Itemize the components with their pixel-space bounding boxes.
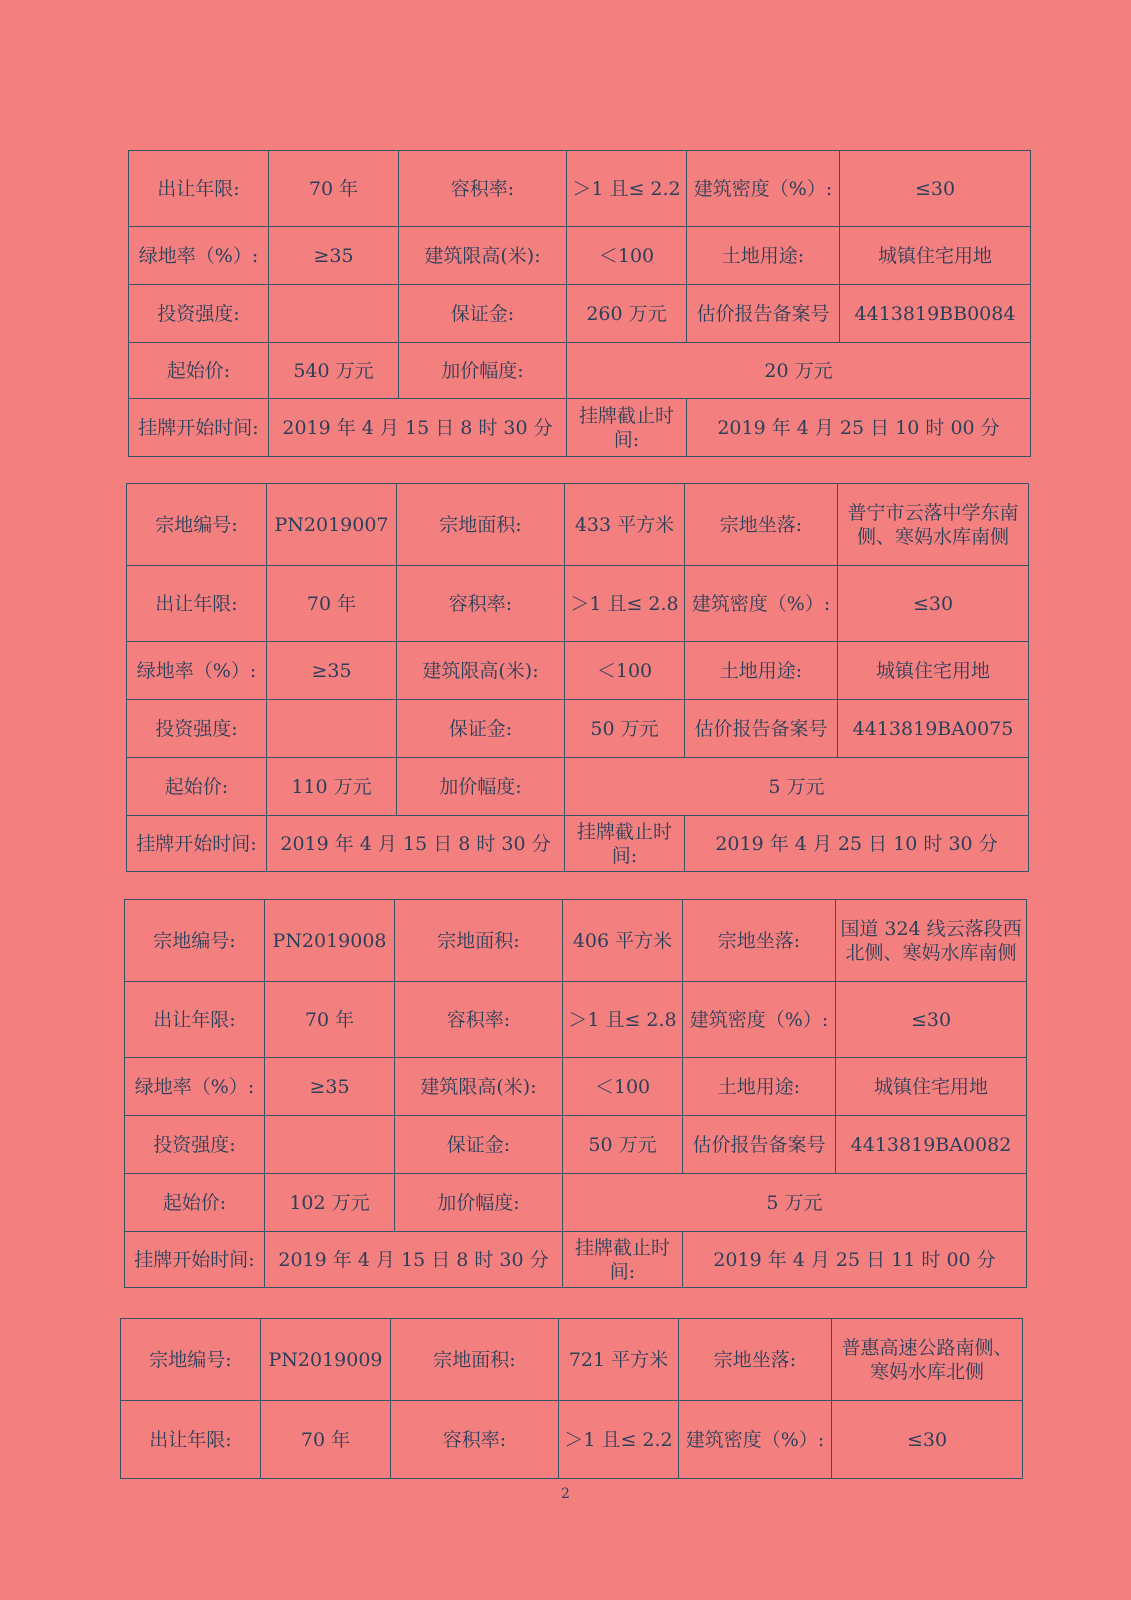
label-density: 建筑密度（%）:	[687, 151, 840, 227]
label-far: 容积率:	[395, 982, 563, 1058]
value-increment: 20 万元	[567, 343, 1031, 399]
value-deposit: 50 万元	[563, 1116, 683, 1174]
label-list-end: 挂牌截止时间:	[567, 399, 687, 457]
label-invest: 投资强度:	[127, 700, 267, 758]
value-plot-no: PN2019009	[261, 1319, 391, 1401]
label-appraisal: 估价报告备案号	[685, 700, 838, 758]
plot-table-1	[128, 150, 1031, 457]
label-plot-no: 宗地编号:	[121, 1319, 261, 1401]
label-term: 出让年限:	[127, 566, 267, 642]
label-area: 宗地面积:	[391, 1319, 559, 1401]
label-area: 宗地面积:	[395, 900, 563, 982]
value-list-end: 2019 年 4 月 25 日 11 时 00 分	[683, 1232, 1027, 1288]
page-number: 2	[561, 1486, 570, 1502]
value-appraisal: 4413819BB0084	[840, 285, 1031, 343]
label-increment: 加价幅度:	[397, 758, 565, 816]
value-far: ＞1 且≤ 2.2	[567, 151, 687, 227]
value-invest	[267, 700, 397, 758]
value-height: ＜100	[565, 642, 685, 700]
value-green: ≥35	[267, 642, 397, 700]
value-plot-no: PN2019008	[265, 900, 395, 982]
value-density: ≤30	[838, 566, 1029, 642]
value-far: ＞1 且≤ 2.8	[563, 982, 683, 1058]
value-list-start: 2019 年 4 月 15 日 8 时 30 分	[267, 816, 565, 872]
value-area: 406 平方米	[563, 900, 683, 982]
value-start-price: 540 万元	[269, 343, 399, 399]
label-height: 建筑限高(米):	[395, 1058, 563, 1116]
label-increment: 加价幅度:	[395, 1174, 563, 1232]
label-deposit: 保证金:	[397, 700, 565, 758]
label-increment: 加价幅度:	[399, 343, 567, 399]
label-location: 宗地坐落:	[685, 484, 838, 566]
label-green: 绿地率（%）:	[129, 227, 269, 285]
label-far: 容积率:	[391, 1401, 559, 1479]
plot-table-3	[124, 899, 1027, 1288]
label-area: 宗地面积:	[397, 484, 565, 566]
label-term: 出让年限:	[129, 151, 269, 227]
label-height: 建筑限高(米):	[399, 227, 567, 285]
label-appraisal: 估价报告备案号	[687, 285, 840, 343]
value-location: 普宁市云落中学东南侧、寒妈水库南侧	[838, 484, 1029, 566]
value-use: 城镇住宅用地	[836, 1058, 1027, 1116]
value-start-price: 102 万元	[265, 1174, 395, 1232]
value-far: ＞1 且≤ 2.2	[559, 1401, 679, 1479]
value-term: 70 年	[265, 982, 395, 1058]
value-appraisal: 4413819BA0075	[838, 700, 1029, 758]
value-height: ＜100	[567, 227, 687, 285]
label-density: 建筑密度（%）:	[683, 982, 836, 1058]
label-invest: 投资强度:	[129, 285, 269, 343]
value-increment: 5 万元	[565, 758, 1029, 816]
value-term: 70 年	[269, 151, 399, 227]
label-start-price: 起始价:	[129, 343, 269, 399]
plot-table-2	[126, 483, 1029, 872]
value-location: 普惠高速公路南侧、寒妈水库北侧	[832, 1319, 1023, 1401]
value-list-end: 2019 年 4 月 25 日 10 时 30 分	[685, 816, 1029, 872]
value-density: ≤30	[840, 151, 1031, 227]
value-deposit: 260 万元	[567, 285, 687, 343]
label-list-start: 挂牌开始时间:	[127, 816, 267, 872]
value-invest	[269, 285, 399, 343]
label-list-end: 挂牌截止时间:	[563, 1232, 683, 1288]
label-list-end: 挂牌截止时间:	[565, 816, 685, 872]
label-density: 建筑密度（%）:	[679, 1401, 832, 1479]
label-list-start: 挂牌开始时间:	[129, 399, 269, 457]
value-area: 433 平方米	[565, 484, 685, 566]
label-location: 宗地坐落:	[679, 1319, 832, 1401]
label-far: 容积率:	[399, 151, 567, 227]
label-far: 容积率:	[397, 566, 565, 642]
label-deposit: 保证金:	[395, 1116, 563, 1174]
value-term: 70 年	[261, 1401, 391, 1479]
label-appraisal: 估价报告备案号	[683, 1116, 836, 1174]
label-plot-no: 宗地编号:	[125, 900, 265, 982]
value-far: ＞1 且≤ 2.8	[565, 566, 685, 642]
label-use: 土地用途:	[687, 227, 840, 285]
label-term: 出让年限:	[125, 982, 265, 1058]
label-density: 建筑密度（%）:	[685, 566, 838, 642]
label-plot-no: 宗地编号:	[127, 484, 267, 566]
value-appraisal: 4413819BA0082	[836, 1116, 1027, 1174]
label-use: 土地用途:	[685, 642, 838, 700]
value-green: ≥35	[269, 227, 399, 285]
value-height: ＜100	[563, 1058, 683, 1116]
value-list-end: 2019 年 4 月 25 日 10 时 00 分	[687, 399, 1031, 457]
value-term: 70 年	[267, 566, 397, 642]
value-green: ≥35	[265, 1058, 395, 1116]
value-density: ≤30	[836, 982, 1027, 1058]
value-deposit: 50 万元	[565, 700, 685, 758]
label-start-price: 起始价:	[125, 1174, 265, 1232]
value-area: 721 平方米	[559, 1319, 679, 1401]
label-green: 绿地率（%）:	[127, 642, 267, 700]
value-location: 国道 324 线云落段西北侧、寒妈水库南侧	[836, 900, 1027, 982]
label-use: 土地用途:	[683, 1058, 836, 1116]
value-increment: 5 万元	[563, 1174, 1027, 1232]
label-list-start: 挂牌开始时间:	[125, 1232, 265, 1288]
label-height: 建筑限高(米):	[397, 642, 565, 700]
value-invest	[265, 1116, 395, 1174]
label-start-price: 起始价:	[127, 758, 267, 816]
label-deposit: 保证金:	[399, 285, 567, 343]
label-term: 出让年限:	[121, 1401, 261, 1479]
value-list-start: 2019 年 4 月 15 日 8 时 30 分	[265, 1232, 563, 1288]
value-use: 城镇住宅用地	[838, 642, 1029, 700]
label-location: 宗地坐落:	[683, 900, 836, 982]
plot-table-4	[120, 1318, 1023, 1479]
value-plot-no: PN2019007	[267, 484, 397, 566]
label-invest: 投资强度:	[125, 1116, 265, 1174]
value-use: 城镇住宅用地	[840, 227, 1031, 285]
label-green: 绿地率（%）:	[125, 1058, 265, 1116]
value-density: ≤30	[832, 1401, 1023, 1479]
value-start-price: 110 万元	[267, 758, 397, 816]
value-list-start: 2019 年 4 月 15 日 8 时 30 分	[269, 399, 567, 457]
